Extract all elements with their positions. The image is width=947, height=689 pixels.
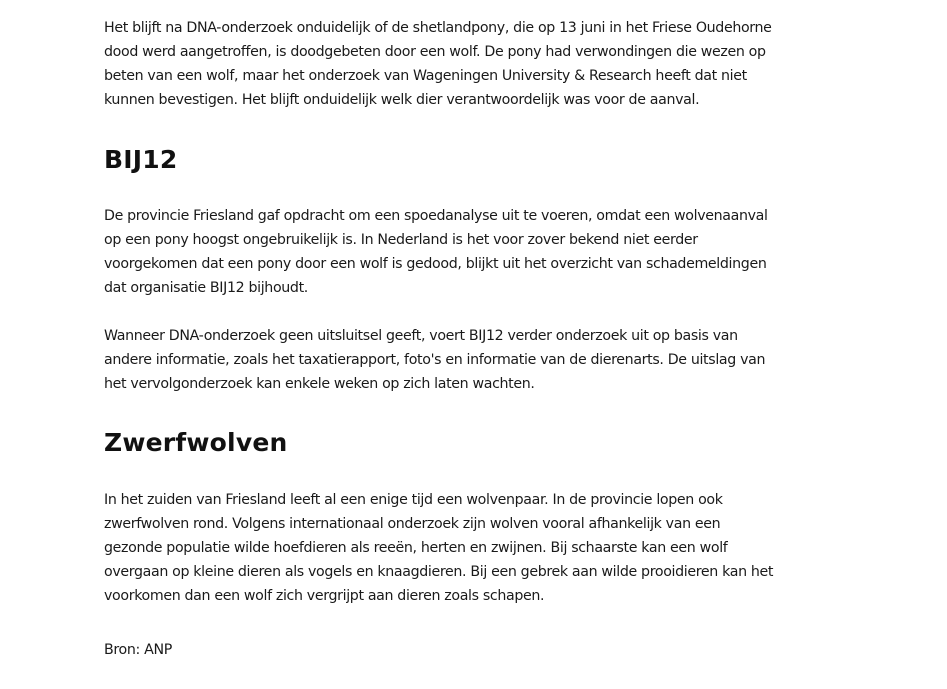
section1-paragraph-1: De provincie Friesland gaf opdracht om een spoedanalyse uit te voeren, omdat een wolvenaanval op een pony hoogst ongebruikelijk is. In Nederland is het voor zover bekend niet eerder voorgekomen dat een pony door een wolf is gedood, blijkt uit het overzicht van schademeldingen dat organisatie BIJ12 bijhoudt. [104, 208, 768, 296]
section2-paragraph-1: In het zuiden van Friesland leeft al een enige tijd een wolvenpaar. In de provincie lopen ook zwerfwolven rond. Volgens internationaal onderzoek zijn wolven vooral afhankelijk van een gezonde populatie wilde hoefdieren als reeën, herten en zwijnen. Bij schaarste kan een wolf overgaan op kleine dieren als vogels en knaagdieren. Bij een gebrek aan wilde prooidieren kan het voorkomen dan een wolf zich vergrijpt aan dieren zoals schapen. [104, 492, 774, 604]
section1-paragraph-2: Wanneer DNA-onderzoek geen uitsluitsel geeft, voert BIJ12 verder onderzoek uit op basis van andere informatie, zoals het taxatierapport, foto's en informatie van de dierenarts. De uitslag van het vervolgonderzoek kan enkele weken op zich laten wachten. [104, 328, 766, 392]
section-heading-bij12: BIJ12 [104, 145, 178, 174]
source-credit: Bron: ANP [104, 642, 172, 658]
intro-paragraph: Het blijft na DNA-onderzoek onduidelijk of de shetlandpony, die op 13 juni in het Friese Oudehorne dood werd aangetroffen, is doodgebeten door een wolf. De pony had verwondingen die wezen op beten van een wolf, maar het onderzoek van Wageningen University & Research heeft dat niet kunnen bevestigen. Het blijft onduidelijk welk dier verantwoordelijk was voor de aanval. [104, 20, 772, 108]
section-heading-zwerfwolven: Zwerfwolven [104, 428, 288, 457]
